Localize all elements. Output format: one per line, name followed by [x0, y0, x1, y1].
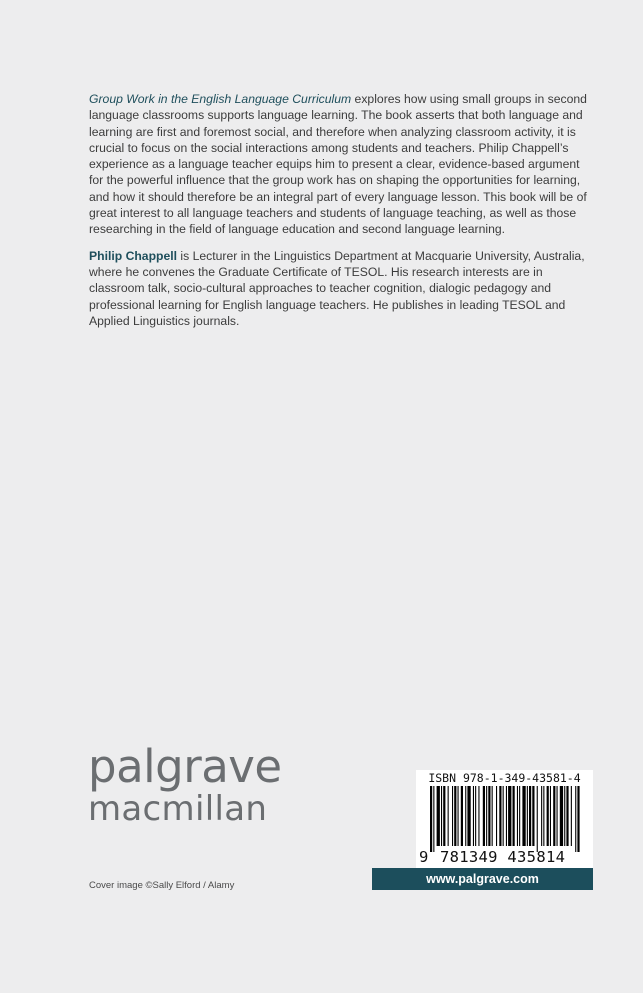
barcode-bar [461, 786, 463, 846]
barcode-bar [486, 786, 487, 846]
barcode-bar [433, 786, 434, 852]
barcode-bar [452, 786, 453, 846]
barcode-bar [519, 786, 520, 846]
author-bio [89, 248, 597, 329]
barcode-bar [503, 786, 504, 846]
author-name: Philip Chappell [89, 248, 178, 263]
barcode-bar [454, 786, 456, 846]
back-cover-blurb [89, 91, 597, 329]
barcode-bar [441, 786, 442, 846]
barcode-bar [448, 786, 449, 846]
barcode-bar [527, 786, 528, 846]
barcode-bar [560, 786, 563, 846]
barcode-bar [564, 786, 565, 846]
barcode-bar [577, 786, 579, 852]
barcode-bar [443, 786, 445, 846]
barcode-bar [465, 786, 466, 846]
barcode-bar [430, 786, 432, 852]
barcode-bar [506, 786, 507, 846]
barcode-bar [513, 786, 515, 846]
barcode-bar [566, 786, 568, 846]
barcode-bar [496, 786, 497, 846]
publisher-url[interactable]: www.palgrave.com [372, 868, 593, 890]
barcode-bar [571, 786, 572, 846]
book-title: Group Work in the English Language Curriculum [89, 92, 352, 106]
description-text: explores how using small groups in second language classrooms supports language learning. The book asserts that both language and learning are first and foremost social, and therefore when analyzing classroom activity, it is crucial to focus on the social interactions among students and teachers. Philip Chappell’s experience as a language teacher equips him to present a clear, evidence-based argument for the powerful influence that the group work has on shaping the opportunities for learning, and how it should therefore be an integral part of every language lesson. This book will be of great interest to all language teachers and students of language teaching, as well as those researching in the field of language education and second language learning. [89, 92, 587, 237]
barcode-bar [553, 786, 555, 846]
barcode-bar [575, 786, 576, 852]
barcode-bar [499, 786, 501, 846]
isbn-label: ISBN 978-1-349-43581-4 [428, 771, 581, 785]
publisher-logo [88, 740, 282, 829]
barcode-bar [522, 786, 525, 846]
barcode-bar [543, 786, 544, 846]
barcode-bar [488, 786, 490, 846]
barcode-bar [532, 786, 534, 846]
author-bio-text: is Lecturer in the Linguistics Department at Macquarie University, Australia, where he convenes the Graduate Certificate of TESOL. His research interests are in classroom talk, socio-cultural approaches to teacher cognition, dialogic pedagogy and professional learning for English language teachers. He publishes in leading TESOL and Applied Linguistics journals. [89, 248, 585, 328]
barcode-number: 781349 435814 [440, 848, 566, 866]
barcode-bar [529, 786, 531, 846]
barcode-bar [437, 786, 440, 846]
barcode-bar [547, 786, 549, 846]
barcode-bar [478, 786, 479, 846]
barcode-bar [475, 786, 476, 846]
cover-image-credit: Cover image ©Sally Elford / Alamy [89, 880, 235, 891]
book-description [89, 91, 597, 238]
barcode-lead-digit: 9 [419, 848, 429, 866]
isbn-barcode [416, 770, 593, 868]
barcode-bar [458, 786, 459, 846]
barcode-bar [508, 786, 511, 846]
barcode-bar [473, 786, 474, 846]
logo-line-palgrave: palgrave [88, 740, 282, 793]
barcode-bar [517, 786, 518, 846]
barcode-bar [550, 786, 551, 846]
barcode-bars [430, 786, 580, 852]
barcode-bar [467, 786, 470, 846]
barcode-bar [541, 786, 542, 846]
barcode-bar [537, 786, 538, 852]
barcode-bar [483, 786, 485, 846]
barcode-bar [492, 786, 493, 846]
logo-line-macmillan: macmillan [88, 789, 268, 829]
barcode-bar [557, 786, 558, 846]
